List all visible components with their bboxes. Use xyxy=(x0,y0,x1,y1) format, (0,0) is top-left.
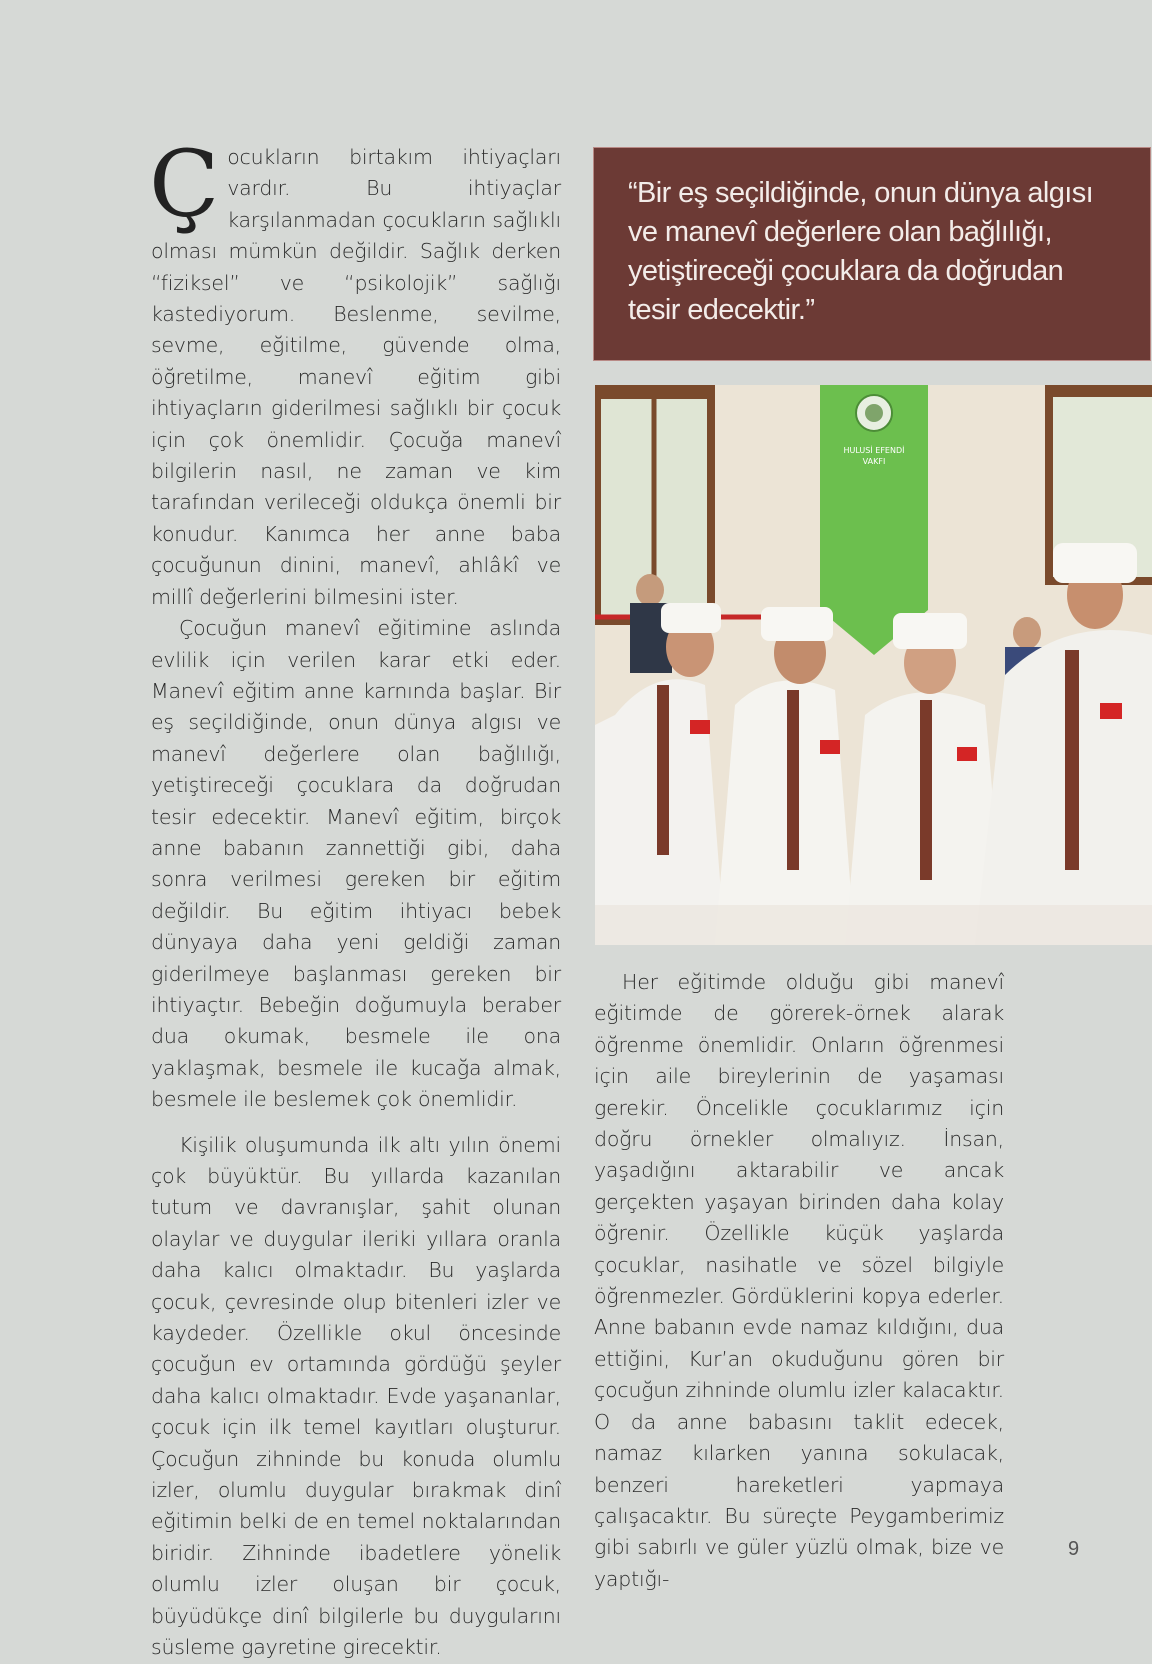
paragraph-intro-text: ocukların birtakım ihtiyaçları vardır. Bu ihtiyaçlar karşılanmadan çocukların sağlıklı olması mümkün değildir. Sağlık derken “fiziksel” ve “psikolojik” sağlığı kastediyorum. Beslenme, sevilme, sevme, eğitilme, güvende olma, öğretilme, manevî eğitim gibi ihtiyaçların giderilmesi sağlıklı bir çocuk için çok önemlidir. Çocuğa manevî bilgilerin nasıl, ne zaman ve kim tarafından verileceği oldukça önemli bir konudur. Kanımca her anne baba çocuğunun dinini, manevî, ahlâkî ve millî değerlerini bilmesini ister. xyxy=(151,145,561,609)
banner-text-1: HULUSİ EFENDİ xyxy=(843,446,905,455)
photo-children-ceremony xyxy=(595,385,1152,945)
paragraph-intro xyxy=(149,131,561,613)
banner-text-2: VAKFI xyxy=(862,457,886,466)
pull-quote-box xyxy=(593,147,1151,361)
paragraph-example-learning: Her eğitimde olduğu gibi manevî eğitimde de görerek-örnek alarak öğrenme önemlidir. Onların öğrenmesi için aile bireylerinin de yaşaması gerekir. Öncelikle çocuklarımız için doğru örnekler olmalıyız. İnsan, yaşadığını aktarabilir ve ancak gerçekten yaşayan birinden daha kolay öğrenir. Özellikle küçük yaşlarda çocuklar, nasihatle ve sözel bilgiyle öğrenmezler. Gördüklerini kopya ederler. Anne babanın evde namaz kıldığını, dua ettiğini, Kur’an okuduğunu gören bir çocuğun zihninde olumlu izler kalacaktır. O da anne babasını taklit edecek, namaz kılarken yanına sokulacak, benzeri hareketleri yapmaya çalışacaktır. Bu süreçte Peygamberimiz gibi sabırlı ve güler yüzlü olmak, bize ve yaptığı- xyxy=(594,970,1004,1591)
paragraph-personality: Kişilik oluşumunda ilk altı yılın önemi çok büyüktür. Bu yıllarda kazanılan tutum ve davranışlar, şahit olunan olaylar ve duygular ileriki yıllara oranla daha kalıcı olmaktadır. Bu yaşlarda çocuk, çevresinde olup bitenleri izler ve kaydeder. Özellikle okul öncesinde çocuğun ev ortamında gördüğü şeyler daha kalıcı olmaktadır. Evde yaşananlar, çocuk için ilk temel kayıtları oluşturur. Çocuğun zihninde bu konuda olumlu izler, olumlu duygular bırakmak dinî eğitimin belki de en temel noktalarından biridir. Zihninde ibadetlere yönelik olumlu izler oluşan bir çocuk, büyüdükçe dinî bilgilerle bu duygularını süsleme gayretine girecektir. xyxy=(151,1132,561,1660)
page-number: 9 xyxy=(1068,1538,1080,1560)
pull-quote-text: “Bir eş seçildiğinde, onun dünya algısı ve manevî değerlere olan bağlılığı, yetiştireceği çocuklara da doğrudan tesir edecektir.” xyxy=(628,177,1094,326)
photo-illustration xyxy=(595,385,1152,945)
drop-cap: Ç xyxy=(149,131,220,238)
left-column xyxy=(149,131,561,1664)
paragraph-spiritual-education: Çocuğun manevî eğitimine aslında evlilik için verilen karar etki eder. Manevî eğitim anne karnında başlar. Bir eş seçildiğinde, onun dünya algısı ve manevî değerlere olan bağlılığı, yetiştireceği çocuklara da doğrudan tesir edecektir. Manevî eğitim, birçok anne babanın zannettiği gibi, daha sonra verilmesi gereken bir eğitim değildir. Bu eğitim ihtiyacı bebek dünyaya daha yeni geldiği zaman giderilmeye başlanması gereken bir ihtiyaçtır. Bebeğin doğumuyla beraber dua okumak, besmele ile ona yaklaşmak, besmele ile kucağa almak, besmele ile beslemek çok önemlidir. xyxy=(151,616,561,1112)
right-column xyxy=(594,967,1004,1595)
